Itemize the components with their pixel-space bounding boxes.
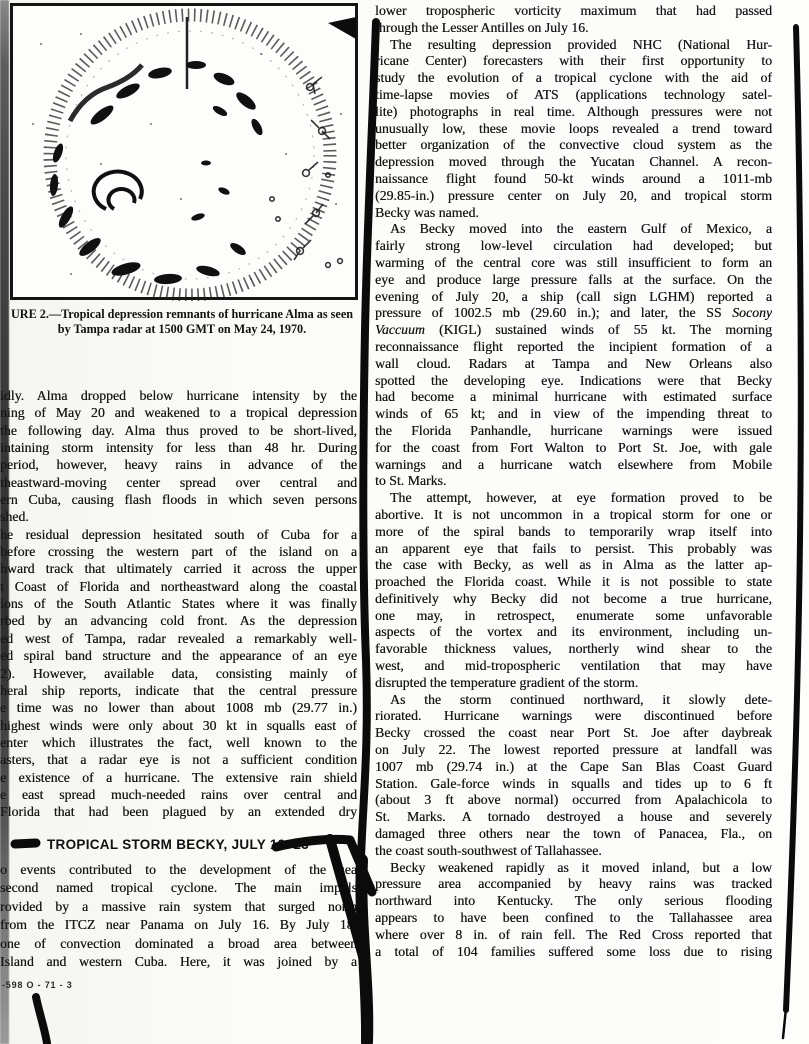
text-line: Florida that had been plagued by an extended dry — [0, 804, 357, 820]
text-line: 2). However, available data, consisting mainly of — [0, 665, 357, 681]
text-line: intaining storm intensity for less than 48 hr. During — [0, 440, 357, 456]
text-line: west, and mid-tropospheric ventilation that may have — [375, 658, 772, 674]
text-line: proached the Florida coast. While it is not possible to state — [375, 574, 772, 590]
ink-right-margin-line — [786, 27, 801, 1010]
text-line: pressure area accompanied by heavy rains was tracked — [375, 876, 772, 892]
text-line: e existence of a hurricane. The extensive rain shield — [0, 769, 357, 785]
text-line: the case with Becky, as well as in Alma as the latter ap- — [375, 557, 772, 573]
text-line: lower tropospheric vorticity maximum that had passed — [375, 3, 772, 18]
text-line: idly. Alma dropped below hurricane intensity by the — [0, 388, 357, 403]
text-line: time-lapse movies of ATS (applications technology satel- — [375, 86, 772, 102]
text-line: abortive. It is not uncommon in a tropical storm for one or — [375, 506, 772, 522]
text-line: through the Lesser Antilles on July 16. — [375, 19, 589, 35]
text-line: one of convection dominated a broad area between — [0, 935, 357, 951]
paragraph — [375, 3, 772, 37]
section-heading-tropical-storm-becky: TROPICAL STORM BECKY, JULY 19–23 — [47, 837, 309, 852]
text-line: study the evolution of a tropical cyclone with the aid of — [375, 70, 772, 86]
paragraph — [375, 860, 772, 961]
right-column — [375, 3, 772, 960]
text-line: As the storm continued northward, it slowly dete- — [390, 691, 772, 707]
text-line: northward into Kentucky. The only serious flooding — [375, 893, 772, 909]
text-line: disrupted the temperature gradient of the storm. — [375, 674, 639, 690]
text-line: one may, in retrospect, enumerate some unfavorable — [375, 607, 772, 623]
text-line: Becky weakened rapidly as it moved inland, but a low — [390, 859, 772, 875]
ink-divider-line — [360, 22, 376, 1042]
text-line: e time was no lower than about 1008 mb (29.77 in.) — [0, 700, 357, 716]
text-line: 1007 mb (29.74 in.) at the Cape San Blas Coast Guard — [375, 758, 772, 774]
text-line: an apparent eye that fails to persist. This probably was — [375, 540, 772, 556]
text-line: Vaccuum (KIGL) sustained winds of 55 kt. The morning — [375, 322, 772, 338]
text-line: e east spread much-needed rains over central and — [0, 786, 357, 802]
text-line: damaged three others near the town of Panacea, Fla., on — [375, 826, 772, 842]
left-column-continued — [0, 861, 357, 971]
text-line: warming of the central core was still insufficient to form an — [375, 254, 772, 270]
text-line: heral ship reports, indicate that the central pressure — [0, 682, 357, 698]
text-line: a total of 104 families suffered some loss due to rising — [375, 943, 772, 959]
figure-caption-line1: URE 2.—Tropical depression remnants of hurricane Alma as seen — [10, 307, 354, 321]
paragraph — [375, 37, 772, 222]
text-line: ning of May 20 and weakened to a tropical depression — [0, 405, 357, 421]
text-line: the Florida Panhandle, hurricane warnings were issued — [375, 422, 772, 438]
text-line: evening of July 20, a ship (call sign LGHM) reported a — [375, 288, 772, 304]
paragraph — [375, 221, 772, 490]
left-column — [0, 387, 357, 821]
text-line: ricane Center) forecasters with their first opportunity to — [375, 53, 772, 69]
text-line: (about 3 ft above normal) occurred from Apalachicola to — [375, 792, 772, 808]
text-line: winds of 65 kt; and in view of the impending threat to — [375, 406, 772, 422]
text-line: better organization of the convective cloud system as the — [375, 137, 772, 153]
text-line: he residual depression hesitated south of Cuba for a — [0, 526, 357, 542]
text-line: on July 22. The lowest reported pressure at landfall was — [375, 742, 772, 758]
text-line: depression moved through the Yucatan Channel. A recon- — [375, 154, 772, 170]
text-line: naissance flight found 50-kt winds around a 1011-mb — [375, 170, 772, 186]
text-line: period, however, heavy rains in advance of the — [0, 457, 357, 473]
text-line: eye and produce large pressure falls at the surface. On the — [375, 271, 772, 287]
text-line: shed. — [0, 509, 29, 525]
text-line: from the ITCZ near Panama on July 16. By July 18, — [0, 917, 357, 933]
text-line: rovided by a massive rain system that surged north — [0, 898, 357, 914]
paragraph — [375, 490, 772, 692]
ink-bottom-left-stroke — [36, 997, 47, 1043]
text-line: second named tropical cyclone. The main impuls — [0, 880, 357, 896]
figure-caption — [0, 307, 364, 337]
text-line: warnings and a hurricane watch elsewhere from Mobile — [375, 456, 772, 472]
text-line: hward track that ultimately carried it across the upper — [0, 561, 357, 577]
text-line: had become a minimal hurricane with estimated surface — [375, 389, 772, 405]
text-line: t Coast of Florida and northeastward along the coastal — [0, 578, 357, 594]
text-line: spotted the developing eye. Indications were that Becky — [375, 372, 772, 388]
text-line: The attempt, however, at eye formation proved to be — [390, 490, 772, 506]
text-line: the following day. Alma thus proved to be short-lived, — [0, 422, 357, 438]
text-line: reconnaissance flight reported the incipient formation of a — [375, 338, 772, 354]
text-line: to St. Marks. — [375, 473, 447, 489]
text-line: riorated. Hurricane warnings were discontinued before — [375, 708, 772, 724]
text-line: fairly strong low-level circulation had developed; but — [375, 238, 772, 254]
ink-heading-dash — [15, 843, 36, 844]
paragraph — [375, 692, 772, 860]
text-line: favorable thickness values, northerly wind shear to the — [375, 641, 772, 657]
text-line: ed west of Tampa, radar revealed a remarkably well- — [0, 630, 357, 646]
text-line: unusually low, these movie loops revealed a trend toward — [375, 120, 772, 136]
radar-figure-image — [10, 3, 358, 301]
paragraph — [0, 387, 357, 526]
text-line: The resulting depression provided NHC (National Hur- — [390, 36, 772, 52]
text-line: enter which illustrates the fact, well known to the — [0, 734, 357, 750]
text-line: for the coast from Fort Walton to Port St. Joe, with gale — [375, 439, 772, 455]
figure-caption-line2: by Tampa radar at 1500 GMT on May 24, 1970. — [57, 322, 307, 336]
text-line: ed spiral band structure and the appearance of an eye — [0, 648, 357, 664]
text-line: highest winds were only about 30 kt in squalls east of — [0, 717, 357, 733]
paragraph — [0, 861, 357, 971]
text-line: asters, that a radar eye is not a sufficient condition — [0, 752, 357, 768]
ink-right-margin-line-tail — [783, 1008, 786, 1038]
print-code: -598 O - 71 - 3 — [2, 980, 73, 990]
text-line: Island and western Cuba. Here, it was joined by a — [0, 953, 357, 969]
text-line: St. Marks. A tornado destroyed a house and severely — [375, 809, 772, 825]
text-line: As Becky moved into the eastern Gulf of Mexico, a — [390, 221, 772, 237]
text-line: Becky was named. — [375, 204, 479, 220]
text-line: lite) photographs in real time. Although pressures were not — [375, 103, 772, 119]
ink-divider-line-lower — [361, 860, 367, 1042]
text-line: theastward-moving center spread over central and — [0, 474, 357, 490]
text-line: o events contributed to the development of the sea — [0, 862, 357, 877]
text-line: rbed by an advancing cold front. As the depression — [0, 613, 357, 629]
text-line: (29.85-in.) pressure center on July 20, and tropical storm — [375, 187, 772, 203]
text-line: the coast south-southwest of Tallahassee. — [375, 842, 602, 858]
text-line: pressure of 1002.5 mb (29.60 in.); and later, the SS Socony — [375, 305, 772, 321]
text-line: where over 8 in. of rain fell. The Red Cross reported that — [375, 926, 772, 942]
text-line: Station. Gale-force winds in squalls and tides up to 6 ft — [375, 775, 772, 791]
text-line: ions of the South Atlantic States where it was finally — [0, 596, 357, 612]
text-line: wall cloud. Radars at Tampa and New Orleans also — [375, 355, 772, 371]
text-line: definitively why Becky did not become a true hurricane, — [375, 590, 772, 606]
text-line: Becky crossed the coast near Port St. Joe after daybreak — [375, 725, 772, 741]
text-line: more of the spiral bands to temporarily wrap itself into — [375, 523, 772, 539]
paragraph — [0, 526, 357, 821]
radar-figure — [10, 3, 358, 301]
text-line: appears to have been confined to the Tallahassee area — [375, 910, 772, 926]
text-line: ern Cuba, causing flash floods in which seven persons — [0, 492, 357, 508]
text-line: aspects of the vortex and its environment, including un- — [375, 624, 772, 640]
text-line: before crossing the western part of the island on a — [0, 544, 357, 560]
